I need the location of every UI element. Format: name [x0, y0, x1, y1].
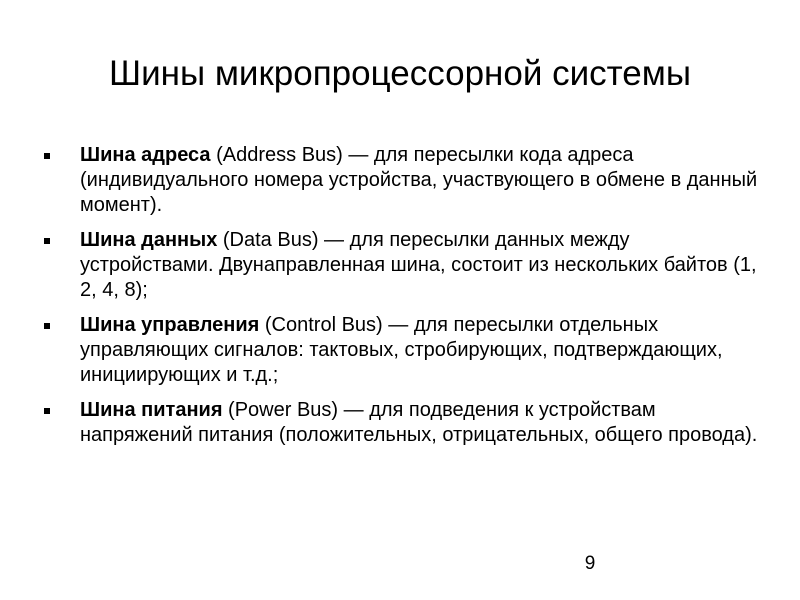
bullet-text: (Power Bus) — для подведения к устройствам напряжений питания (положительных, отрицательных, общего провода).	[80, 399, 758, 446]
bullet-term: Шина управления	[80, 314, 260, 336]
bullet-term: Шина адреса	[80, 144, 211, 166]
bullet-list	[44, 143, 764, 458]
bullet-item-power-bus	[44, 398, 764, 448]
square-bullet-icon	[44, 238, 50, 244]
square-bullet-icon	[44, 323, 50, 329]
slide-title: Шины микропроцессорной системы	[109, 54, 691, 93]
square-bullet-icon	[44, 408, 50, 414]
bullet-item-data-bus	[44, 228, 764, 303]
square-bullet-icon	[44, 153, 50, 159]
bullet-text: (Address Bus) — для пересылки кода адреса (индивидуального номера устройства, участвующего в обмене в данный момент).	[80, 144, 758, 216]
bullet-text: (Control Bus) — для пересылки отдельных управляющих сигналов: тактовых, стробирующих, подтверждающих, инициирующих и т.д.;	[80, 314, 723, 386]
page-number: 9	[584, 553, 596, 574]
bullet-text: (Data Bus) — для пересылки данных между устройствами. Двунаправленная шина, состоит из нескольких байтов (1, 2, 4, 8);	[80, 229, 757, 301]
bullet-term: Шина питания	[80, 399, 223, 421]
bullet-term: Шина данных	[80, 229, 218, 251]
bullet-item-address-bus	[44, 143, 764, 218]
bullet-item-control-bus	[44, 313, 764, 388]
